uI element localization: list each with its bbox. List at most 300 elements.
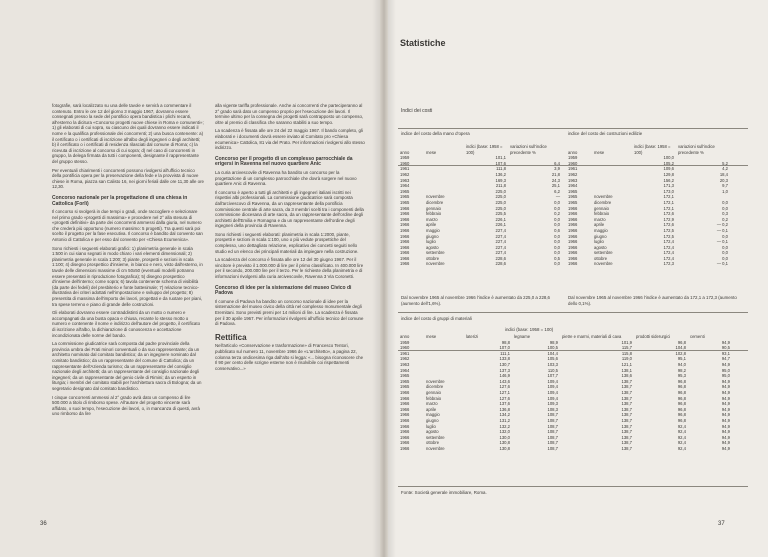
table-cell: 94,9 <box>721 401 730 407</box>
table-cell: 101,1 <box>495 155 506 161</box>
table-cell: 225,0 <box>495 194 506 200</box>
column-header: indici (base: 1958 = 100) <box>466 144 503 155</box>
table-cell: 172,9 <box>663 216 674 222</box>
table-cell: 1962 <box>568 171 578 177</box>
table-cell: 94,9 <box>721 395 730 401</box>
table-cell: 20,3 <box>719 177 728 183</box>
ravenna-paragraph-4: La scadenza del concorso è fissata alle ore 12 del 30 giugno 1967. Per il vincitore è previsto il 1.000.000 di lire per il primo classificato. In 400.000 lire per il secondo, 200.000 lire per il terzo. Per le richieste della planimetria e di informazioni rivolgersi alla curia arcivescovile, Ravenna 3 Via Coronetti. <box>215 257 364 280</box>
table-cell: 108,7 <box>547 440 558 446</box>
table-cell: ottobre <box>594 255 608 261</box>
table-cell: 127,6 <box>499 384 510 390</box>
intro-paragraph: fotografie, sarà localizzato su una delle tavole e servirà a commentare il contenuto. Entro le ore 12 del giorno 3 maggio 1967, dovranno essere consegnati presso la sede del pontificio opera bandistica i plichi recanti, all'esterno la dicitura «Concorso progetti nuove chiese in Roma e comunenti»; 1) gli elaborati di cui sopra, su ciascuno dei quali dovranno essere indicati il nome e la qualifica professionale dei concorrenti; 2) una busca contenente: a) il certificato o i certificati di iscrizione all'albo degli ingegneri o degli architetti; b) il certificato o i certificati di residenza rilasciati dal comune di Roma; c) la ricevuta di iscrizione al concorso di cui sopra; d) nel caso di concorrenti in gruppo, la delega firmata da tutti i componenti, designante il rappresentante del gruppo stesso. <box>52 103 204 164</box>
ravenna-paragraph-2: Il concorso è aperto a tutti gli architetti e gli ingegneri italiani iscritti nei rispettivi albi professionali. La commissione giudicatrice sarà composta dall'arcivescovo di Ravenna, da un rappresentante della pontificia commissione centrale di arte sacra, da 3 membri scelti tra i componenti della commissione diocesana di arte sacra, da un rappresentante dell'ordine degli architetti dell'Emilia e Romagna e da un rappresentante dell'ordine degli ingegneri della provincia di Ravenna. <box>215 189 364 229</box>
table-cell: 1966 <box>568 244 578 250</box>
table-cell: 1966 <box>400 401 410 407</box>
table-cell: 146,9 <box>499 373 510 379</box>
table-cell: dicembre <box>426 199 444 205</box>
table-cell: aprile <box>426 222 437 228</box>
table-cell: 109,6 <box>663 166 674 172</box>
rettifica-title: Rettifica <box>215 332 247 342</box>
column-header: indici (base: 1958 = 100) <box>634 144 671 155</box>
table-cell: 138,7 <box>621 434 632 440</box>
table-cell: 107,0 <box>499 345 510 351</box>
table-cell: 1965 <box>568 188 578 194</box>
table-cell: 1963 <box>400 177 410 183</box>
table-cell: — 0,1 <box>716 227 728 233</box>
table-cell: 1,0 <box>722 188 728 194</box>
table-cell: 225,5 <box>495 211 506 217</box>
table1-note-left: Dal novembre 1965 al novembre 1966 l'indice è aumentato da 225,0 a 228,6 (aumento dell'1,6%). <box>401 295 551 306</box>
table-cell: 138,7 <box>621 406 632 412</box>
table-cell: 1966 <box>400 434 410 440</box>
table-cell: 3,9 <box>554 166 560 172</box>
table-cell: 0,0 <box>554 222 560 228</box>
table-cell: 94,9 <box>721 423 730 429</box>
table-cell: 138,1 <box>621 367 632 373</box>
table-cell: 94,9 <box>721 412 730 418</box>
table-cell: 94,9 <box>721 361 730 367</box>
table-cell: 96,8 <box>677 378 686 384</box>
cattolica-paragraph: Il concorso si svolgerà in due tempi o gradi, onde raccogliere e selezionare nel primo grado «progetti di massima» e procedere nel 2° alla stesura di «progetti definitivi» da parte dei concorrenti ammessi dalla giuria, nel numero che crederà più opportuno (numero massimo: 5 progetti). Tra questi sarà poi scelto il progetto per la fase esecutiva. Il concorso è bandito dal convento san Antonio di Cattolica e per esso dal convento per «Chiesa Ecumenica». <box>52 209 203 243</box>
table-cell: aprile <box>594 222 605 228</box>
table1-caption-right: indice del costo dei costruzioni edilizie <box>568 131 643 136</box>
table-cell: 109,4 <box>547 389 558 395</box>
table-cell: 0,2 <box>722 216 728 222</box>
table-cell: giugno <box>594 233 607 239</box>
table-cell: 109,4 <box>547 384 558 390</box>
left-column-2 <box>215 103 365 374</box>
table-cell: novembre <box>594 261 613 267</box>
table-cell: novembre <box>594 194 613 200</box>
table2-base-label: indici (base: 1958 = 100) <box>505 327 554 332</box>
table-cell: — 0,2 <box>716 222 728 228</box>
table-cell: 132,0 <box>499 429 510 435</box>
table-cell: 1959 <box>568 155 578 161</box>
table-cell: 136,8 <box>499 406 510 412</box>
table-cell: 1964 <box>400 367 410 373</box>
table-cell: 225,0 <box>495 205 506 211</box>
table-cell: 94,9 <box>721 384 730 390</box>
table-cell: 98,9 <box>549 339 558 345</box>
table-cell: 95,1 <box>677 356 686 362</box>
column-header: mese <box>594 149 605 155</box>
table-cell: 108,7 <box>547 434 558 440</box>
table-cell: 90,5 <box>721 345 730 351</box>
table-cell: 94,9 <box>721 434 730 440</box>
column-header: anno <box>568 149 578 155</box>
table-cell: giugno <box>426 233 439 239</box>
table-cell: 105,6 <box>547 356 558 362</box>
table-cell: 96,8 <box>677 389 686 395</box>
table-cell: 1959 <box>400 339 410 345</box>
table-cell: 172,6 <box>663 222 674 228</box>
table-cell: 134,2 <box>499 412 510 418</box>
table-cell: 94,9 <box>721 406 730 412</box>
table-cell: gennaio <box>426 389 441 395</box>
table-cell: 1966 <box>568 250 578 256</box>
table-cell: 1966 <box>400 429 410 435</box>
table-cell: 137,6 <box>499 401 510 407</box>
table-cell: ottobre <box>426 440 440 446</box>
table-cell: 1966 <box>400 445 410 451</box>
table-cell: 1966 <box>400 423 410 429</box>
table-cell: agosto <box>594 244 607 250</box>
column-header: variazioni sull'indice precedente % <box>678 144 715 155</box>
table-cell: 211,8 <box>495 183 506 189</box>
table-cell: 96,8 <box>677 401 686 407</box>
table-cell: 9,7 <box>722 183 728 189</box>
table-cell: 98,8 <box>501 339 510 345</box>
table-cell: 1966 <box>568 216 578 222</box>
table-cell: 138,6 <box>621 373 632 379</box>
table-cell: aprile <box>426 406 437 412</box>
section-subtitle: Indici dei costi <box>401 108 433 114</box>
table-cell: 138,7 <box>621 412 632 418</box>
table-cell: settembre <box>426 434 445 440</box>
table-cell: 0,0 <box>554 233 560 239</box>
table-cell: 108,7 <box>547 445 558 451</box>
table-cell: 1966 <box>400 255 410 261</box>
table-cell: 1959 <box>400 155 410 161</box>
table1-top-rule <box>398 128 748 129</box>
table-cell: 129,8 <box>663 171 674 177</box>
table-cell: 132,2 <box>499 423 510 429</box>
table-cell: 0,0 <box>722 244 728 250</box>
table-cell: 25,1 <box>551 183 560 189</box>
table-cell: 130,8 <box>499 440 510 446</box>
table-cell: 0,0 <box>722 250 728 256</box>
construction-cost-table <box>566 144 730 267</box>
table-cell: 127,1 <box>499 389 510 395</box>
table-cell: 94,9 <box>721 378 730 384</box>
heading-ravenna: Concorso per il progetto di un complesso parrocchiale da erigersi in Ravenna nel nuovo quartiere Anic <box>215 155 353 168</box>
table-cell: 227,4 <box>495 244 506 250</box>
table-cell: 4,2 <box>722 166 728 172</box>
table-cell: — <box>555 194 560 200</box>
table-cell: settembre <box>426 250 445 256</box>
table-cell: 138,7 <box>621 384 632 390</box>
column-header: anno <box>400 334 410 339</box>
labour-cost-table <box>398 144 562 267</box>
table-cell: dicembre <box>594 199 612 205</box>
table-cell: 119,0 <box>621 356 632 362</box>
table-cell: 172,4 <box>663 239 674 245</box>
table-cell: 172,6 <box>663 211 674 217</box>
table-cell: 96,8 <box>677 406 686 412</box>
table-cell: 138,7 <box>621 395 632 401</box>
table-cell: 94,0 <box>677 361 686 367</box>
table-cell: 111,8 <box>496 166 506 172</box>
table-cell: 228,6 <box>495 261 506 267</box>
table-cell: 0,0 <box>554 205 560 211</box>
table-cell: 130,8 <box>499 445 510 451</box>
table-cell: 95,3 <box>677 373 686 379</box>
table-cell: 94,9 <box>721 417 730 423</box>
table-cell: 227,4 <box>495 239 506 245</box>
table-cell: 1965 <box>400 373 410 379</box>
table-cell: ottobre <box>426 255 440 261</box>
table1-caption-left: indice del costo della mano d'opera <box>401 131 470 136</box>
table-cell: 1966 <box>400 417 410 423</box>
table-cell: 104,4 <box>547 350 558 356</box>
table-cell: 1966 <box>400 389 410 395</box>
table-cell: 96,8 <box>677 384 686 390</box>
table-cell: 0,0 <box>554 244 560 250</box>
table-cell: marzo <box>426 216 438 222</box>
table-cell: 0,2 <box>554 211 560 217</box>
table-cell: — 0,1 <box>716 239 728 245</box>
table-cell: 1966 <box>568 233 578 239</box>
padova-paragraph: Il comune di Padova ha bandito un concorso nazionale di idee per la sistemazione del museo civico della città nel complesso monumentale degli Eremitani. Sono previsti premi per 14 milioni di lire. La scadenza è fissata per il 30 aprile 1967. Per informazioni rivolgersi all'ufficio tecnico del comune di Padova. <box>215 298 364 327</box>
table-cell: 108,7 <box>547 423 558 429</box>
page-number-right: 37 <box>718 521 725 527</box>
table-cell: 96,8 <box>677 412 686 418</box>
table-cell: 92,4 <box>677 440 686 446</box>
table-cell: 156,2 <box>663 177 674 183</box>
table-cell: 1966 <box>568 261 578 267</box>
table-cell: 115,7 <box>621 345 632 351</box>
table-cell: 138,7 <box>621 389 632 395</box>
table-cell: luglio <box>426 423 436 429</box>
table-cell: 1965 <box>400 188 410 194</box>
table-cell: 1964 <box>568 183 578 189</box>
table-cell: 1962 <box>400 171 410 177</box>
table-cell: 105,2 <box>663 160 674 166</box>
table-cell: 226,1 <box>495 216 506 222</box>
table-cell: 172,4 <box>663 250 674 256</box>
cattolica-paragraph-2: Sono richiesti i seguenti elaborati grafici: 1) planimetria generale in scala 1:500 in cui siano segnati in modo chiaro i vari elementi dimensionali; 2) planimetria generale in scala 1:200; 3) piante, prospetti e sezioni in scala 1:100; 4) disegno prospettico d'insieme, in bianco e nero, visto dall'esterno, in tavole delle dimensioni massime di cm 50x50 (eventuali modelli potranno essere presentati in riproduzione fotografica); 5) disegno prospettico d'insieme dell'interno; come sopra; 6) tavola contenente schema di visibilità (da parte dei fedeli) del presbiterio e fonte battesimale; 7) relazione tecnico-illustrativa dei criteri adottati nell'impostazione e sviluppo del progetto; 8) presentita di massima dell'importo dei lavori, progettati e da ruotare per piani, tra spese terreno e piano di grande delle costruzioni. <box>52 245 203 307</box>
table-cell: 227,4 <box>495 233 506 239</box>
table-cell: 96,8 <box>677 417 686 423</box>
table-cell: 1966 <box>400 211 410 217</box>
table-cell: 1966 <box>568 211 578 217</box>
table-cell: 115,8 <box>621 350 632 356</box>
table-cell: 107,7 <box>547 373 558 379</box>
table-cell: 108,3 <box>547 406 558 412</box>
table-cell: 0,0 <box>554 239 560 245</box>
table-cell: 1966 <box>400 250 410 256</box>
table-cell: 1966 <box>568 205 578 211</box>
table-cell: 1961 <box>400 350 410 356</box>
table-cell: 100,5 <box>547 345 558 351</box>
table-cell: febbraio <box>594 211 610 217</box>
table-cell: giugno <box>426 417 439 423</box>
table-cell: febbraio <box>426 395 442 401</box>
table-cell: 1965 <box>568 199 578 205</box>
table-cell: 227,4 <box>495 250 506 256</box>
table-cell: maggio <box>594 227 608 233</box>
intro-paragraph-2: Per eventuali chiarimenti i concorrenti possono rivolgersi all'ufficio tecnico della pontificia opera per la preservazione della fede e la provvista di nuove chiese in Roma, piazza san Calisto 16, nei giorni feriali dalle ore 11,30 alle ore 12,30. <box>52 167 204 190</box>
top-paragraph: alla vigente tariffa professionale. Anche ai concorrenti che parteciperanno al 2° grado sarà dato un compenso proprio per l'esecuzione dei lavori. Il termine ultimo per la consegna dei progetti sarà contrapposto un compenso, oltre al premio di classifica che saranno stabiliti a suo tempo. <box>215 103 364 125</box>
ravenna-paragraph: La curia arcivescovile di Ravenna ha bandito un concorso per la progettazione di un complesso parrocchiale che dovrà sorgere nel nuovo quartiere Anic di Ravenna. <box>215 169 357 187</box>
table-cell: gennaio <box>594 205 609 211</box>
table-cell: 169,3 <box>495 177 506 183</box>
table-cell: 0,3 <box>722 211 728 217</box>
cattolica-paragraph-4: La commissione giudicatrice sarà composta dal padre provinciale della provincia umbra dei Frati minori conventuali o da suo rappresentante; da un architetto nominato dal comitato bandistico; da un ingegnere nominato dal comitato bandistico; da un rappresentante del comune di Cattolica; da un rappresentante dell'Azienda turismo; da un rappresentante del consiglio nazionale degli architetti; da un rappresentante del consiglio nazionale degli ingegneri; da un rappresentante del genio civile di Rimini; da un esperto in liturgia; i membri del comitato stabili per l'architettura sacra di Bologna; da un segretario designato dal comitato bandistico. <box>52 341 202 391</box>
materials-cost-table <box>398 334 732 451</box>
table-cell: 138,7 <box>621 445 632 451</box>
table-cell: 94,7 <box>721 356 730 362</box>
page-number-left: 36 <box>40 521 47 527</box>
table-cell: 107,6 <box>495 160 506 166</box>
table-cell: gennaio <box>426 205 441 211</box>
table-cell: 96,8 <box>677 395 686 401</box>
table-cell: 108,7 <box>547 429 558 435</box>
table-cell: 225,0 <box>495 188 506 194</box>
table-cell: 130,0 <box>499 434 510 440</box>
table-cell: 102,8 <box>675 350 686 356</box>
table-cell: 95,0 <box>721 373 730 379</box>
table-cell: 121,1 <box>621 361 632 367</box>
table-cell: 1962 <box>400 356 410 362</box>
table-cell: 1963 <box>400 361 410 367</box>
table-cell: maggio <box>426 412 440 418</box>
table-cell: 1960 <box>400 345 410 351</box>
table-cell: 0,6 <box>554 227 560 233</box>
table-cell: 1965 <box>400 194 410 200</box>
table-cell: 1961 <box>568 166 578 172</box>
table-cell: 1966 <box>400 261 410 267</box>
table-row <box>566 261 730 267</box>
table-cell: 1960 <box>568 160 578 166</box>
table-cell: 1966 <box>400 406 410 412</box>
table2-bottom-rule <box>398 486 748 487</box>
table-cell: novembre <box>426 261 445 267</box>
table-cell: 92,4 <box>677 434 686 440</box>
heading-padova: Concorso di idee per la sistemazione del museo Civico di Padova <box>215 284 352 297</box>
table-cell: 1966 <box>400 395 410 401</box>
table-cell: 98,2 <box>677 367 686 373</box>
table-cell: settembre <box>594 250 613 256</box>
table2-caption: indice del costo di gruppi di materiali <box>401 316 472 321</box>
table-cell: 138,7 <box>621 440 632 446</box>
book-gutter <box>380 0 388 557</box>
table-cell: 173,0 <box>663 188 674 194</box>
table-cell: 94,9 <box>721 429 730 435</box>
table-cell: 1965 <box>400 378 410 384</box>
table-cell: 228,6 <box>495 255 506 261</box>
table-cell: 93,1 <box>721 350 730 356</box>
table-cell: 0,5 <box>554 255 560 261</box>
table-cell: 1966 <box>400 222 410 228</box>
table-cell: 104,8 <box>675 345 686 351</box>
table-cell: 1966 <box>400 227 410 233</box>
table-cell: dicembre <box>426 384 444 390</box>
table-cell: 172,4 <box>663 244 674 250</box>
table-cell: 1966 <box>400 216 410 222</box>
table-cell: 0,0 <box>554 199 560 205</box>
column-header: prodotti siderurgici <box>636 334 671 339</box>
column-header: variazioni sull'indice precedente % <box>510 144 547 155</box>
table2-top-rule <box>398 312 748 313</box>
table-cell: 172,1 <box>663 199 674 205</box>
table-cell: 0,0 <box>554 250 560 256</box>
column-header: anno <box>400 149 410 155</box>
table-cell: 94,9 <box>721 440 730 446</box>
table-cell: marzo <box>426 401 438 407</box>
table-cell: 172,1 <box>663 205 674 211</box>
table-cell: 137,3 <box>499 367 510 373</box>
table-cell: agosto <box>426 244 439 250</box>
table-cell: 138,7 <box>621 429 632 435</box>
table1-note-right: Dal novembre 1965 al novembre 1966 l'indice è aumentato da 172,1 a 172,3 (aumento dello 0,1%). <box>568 295 737 306</box>
table-cell: 1966 <box>568 227 578 233</box>
table-cell: 1963 <box>568 177 578 183</box>
left-column-1 <box>52 103 204 420</box>
table-cell: 136,2 <box>495 171 506 177</box>
table-cell: 1965 <box>400 199 410 205</box>
table-cell: 6,2 <box>554 188 560 194</box>
table-cell: 1964 <box>400 183 410 189</box>
table-cell: 1960 <box>400 160 410 166</box>
table-cell: 138,7 <box>621 378 632 384</box>
table-cell: 138,7 <box>621 423 632 429</box>
table-cell: — 0,1 <box>716 261 728 267</box>
table-cell: 1966 <box>400 239 410 245</box>
table-cell: 172,5 <box>663 233 674 239</box>
table2-source: Fonte: Società generale immobiliare, Roma. <box>401 490 487 495</box>
table-cell: 6,4 <box>554 160 560 166</box>
table-cell: 103,3 <box>547 361 558 367</box>
table-cell: 1966 <box>400 412 410 418</box>
table-cell: 94,9 <box>721 445 730 451</box>
table-cell: 94,9 <box>721 389 730 395</box>
cattolica-paragraph-5: I cinque concorrenti ammessi al 2° grado avrà dato un compenso di lire 500.000 a titolo di rimborso spese. All'autore del progetto vincente sarà affidato, o suoi tempo, l'esecuzione dei lavori, o, in mancanza di questi, avrà uno rimborso da lire <box>52 394 200 417</box>
table-cell: 171,3 <box>663 183 674 189</box>
page-title: Statistiche <box>400 38 446 48</box>
table-cell: 0,0 <box>722 205 728 211</box>
table-cell: 96,8 <box>677 339 686 345</box>
table-cell: 1965 <box>568 194 578 200</box>
table-cell: 1961 <box>400 166 410 172</box>
table-cell: 0,0 <box>722 199 728 205</box>
table-cell: 110,5 <box>547 367 558 373</box>
table-cell: 0,0 <box>722 255 728 261</box>
table-cell: 109,4 <box>547 395 558 401</box>
table-cell: 92,4 <box>677 423 686 429</box>
table-cell: 1966 <box>568 255 578 261</box>
table-cell: 227,4 <box>495 227 506 233</box>
table-cell: 100,0 <box>663 155 674 161</box>
table-cell: 172,3 <box>663 261 674 267</box>
right-page <box>384 0 768 557</box>
table-cell: 138,7 <box>621 401 632 407</box>
table-cell: luglio <box>426 239 436 245</box>
table-cell: 1966 <box>568 222 578 228</box>
table-cell: 95,0 <box>721 367 730 373</box>
table-cell: 94,9 <box>721 339 730 345</box>
table-cell: 138,7 <box>621 417 632 423</box>
table-cell: 5,2 <box>722 160 728 166</box>
column-header: mese <box>426 334 437 339</box>
table-cell: luglio <box>594 239 604 245</box>
table-cell: 24,3 <box>551 177 560 183</box>
table-cell: novembre <box>426 378 445 384</box>
column-header: legname <box>514 334 531 339</box>
column-header: laterizi <box>466 334 479 339</box>
table-cell: 108,7 <box>547 412 558 418</box>
table-cell: 18,4 <box>719 171 728 177</box>
table-cell: 0,0 <box>554 261 560 267</box>
table-cell: 0,0 <box>722 233 728 239</box>
table-cell: 92,4 <box>677 429 686 435</box>
column-header: pietre e marmi, materiali di cava <box>562 334 622 339</box>
table-cell: 92,4 <box>677 445 686 451</box>
table-cell: 127,6 <box>499 395 510 401</box>
table-cell: 1965 <box>400 384 410 390</box>
table-cell: maggio <box>426 227 440 233</box>
table-cell: 1966 <box>400 440 410 446</box>
